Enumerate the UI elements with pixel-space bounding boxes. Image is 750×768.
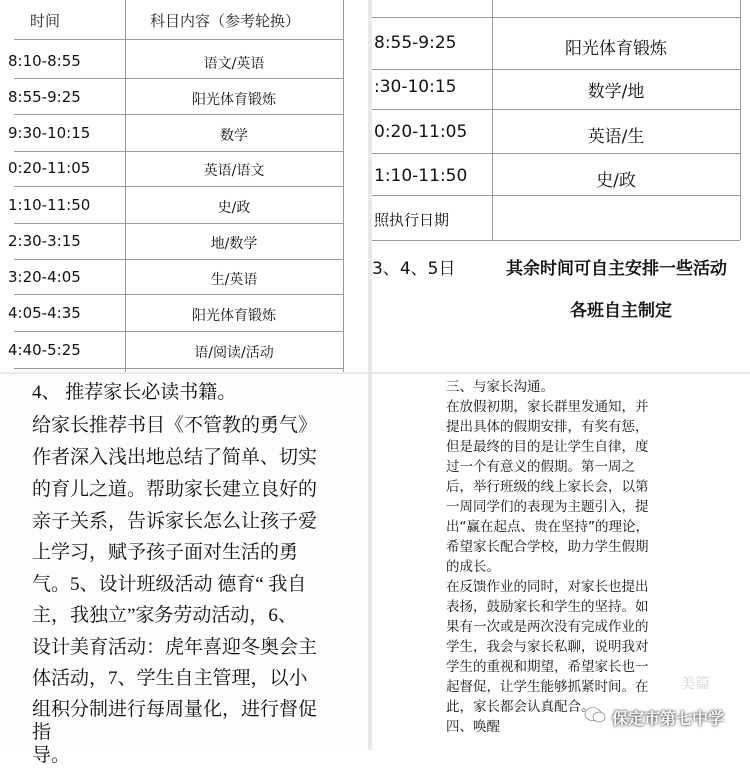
text-line: 气。5、设计班级活动 德育“ 我自: [32, 574, 307, 595]
text-line: 导。: [32, 745, 71, 766]
note-rest: 其余时间可自主安排一些活动: [506, 259, 727, 279]
text-line: 提出具体的假期安排，有奖有惩，: [446, 419, 649, 435]
time-cell: 0:20-11:05: [8, 159, 91, 177]
time-cell: 8:55-9:25: [8, 88, 81, 106]
text-line: 组积分制进行每周量化，进行督促: [32, 699, 318, 720]
text-line: 体活动，7、学生自主管理，以小: [32, 668, 308, 689]
subject-cell: 英语/生: [587, 127, 645, 147]
subject-cell: 地/数学: [210, 236, 258, 252]
note-dates: 3、4、5日: [372, 259, 456, 279]
row-divider: [372, 17, 740, 18]
parent-communication-text: [372, 374, 750, 750]
row-divider: [14, 368, 343, 369]
text-line: 出“赢在起点、贵在坚持”的理论，: [446, 519, 649, 535]
text-line: 学生，我会与家长私聊，说明我对: [446, 639, 649, 655]
text-line: 起督促，让学生能够抓紧时间。在: [446, 679, 649, 695]
row-divider: [14, 78, 343, 79]
text-line: 表扬，鼓励家长和学生的坚持。如: [446, 599, 649, 615]
subject-cell: 史/政: [217, 200, 251, 216]
subject-cell: 阳光体育锻炼: [192, 308, 276, 324]
row-divider: [14, 223, 343, 224]
subject-cell: 语文/英语: [203, 56, 265, 72]
time-cell: 2:30-3:15: [8, 232, 81, 250]
time-cell: 4:05-4:35: [8, 304, 81, 322]
row-divider: [14, 151, 343, 152]
text-line: 给家长推荐书目《不管教的勇气》: [32, 415, 318, 436]
text-line: 学生的重视和期望，希望家长也一: [446, 659, 649, 675]
text-line: 希望家长配合学校，助力学生假期: [446, 539, 649, 555]
text-line: 设计美育活动：虎年喜迎冬奥会主: [32, 637, 318, 658]
text-line: 的成长。: [446, 559, 500, 575]
row-divider: [14, 331, 343, 332]
schedule-table-right: [372, 0, 750, 372]
row-divider: [14, 259, 343, 260]
row-divider: [372, 69, 740, 70]
row-divider: [372, 240, 740, 241]
subject-cell: 阳光体育锻炼: [565, 39, 667, 59]
schedule-table-left: [0, 0, 370, 372]
subject-cell: 生/英语: [210, 272, 258, 288]
text-line: 4、 推荐家长必读书籍。: [32, 382, 237, 403]
text-line: 四、唤醒: [446, 719, 500, 735]
subject-cell: 阳光体育锻炼: [192, 92, 276, 108]
text-line: 一周同学们的表现为主题引入，提: [446, 499, 649, 515]
text-line: 但是最终的目的是让学生自律，度: [446, 439, 649, 455]
row-divider: [14, 39, 343, 40]
row-divider: [14, 294, 343, 295]
text-line: 亲子关系，告诉家长怎么让孩子爱: [32, 511, 318, 532]
text-line: 后，举行班级的线上家长会，以第: [446, 479, 649, 495]
text-line: 果有一次或是两次没有完成作业的: [446, 619, 649, 635]
text-line: 上学习，赋予孩子面对生活的勇: [32, 542, 299, 563]
header-subject: 科目内容（参考轮换）: [150, 12, 301, 30]
time-cell: 0:20-11:05: [374, 122, 468, 142]
row-divider: [372, 195, 740, 196]
table-border-right: [740, 0, 741, 240]
text-line: 在反馈作业的同时，对家长也提出: [446, 579, 649, 595]
row-divider: [372, 109, 740, 110]
time-cell: 照执行日期: [374, 211, 450, 229]
note-class: 各班自主制定: [570, 301, 672, 321]
text-line: 在放假初期，家长群里发通知，并: [446, 399, 649, 415]
time-cell: 1:10-11:50: [8, 196, 91, 214]
time-cell: 9:30-10:15: [8, 124, 91, 142]
meipian-watermark: 美篇: [680, 674, 711, 692]
row-divider: [14, 186, 343, 187]
subject-cell: 数学/地: [587, 82, 645, 102]
text-line: 三、与家长沟通。: [446, 379, 554, 395]
subject-cell: 英语/语文: [203, 163, 265, 179]
table-border-right: [343, 0, 344, 372]
time-cell: 1:10-11:50: [374, 166, 468, 186]
collage-divider-horizontal: [0, 372, 750, 374]
text-line: 此，家长都会认真配合。: [446, 699, 595, 715]
text-line: 指: [32, 722, 52, 743]
school-watermark: 保定市第七中学: [612, 709, 725, 728]
text-line: 作者深入浅出地总结了简单、切实: [32, 447, 318, 468]
text-line: 过一个有意义的假期。第一周之: [446, 459, 635, 475]
time-cell: 4:40-5:25: [8, 341, 81, 359]
text-line: 的育儿之道。帮助家长建立良好的: [32, 479, 318, 500]
row-divider: [14, 114, 343, 115]
subject-cell: 数学: [220, 128, 248, 144]
text-line: 主，我独立”家务劳动活动，6、: [32, 605, 297, 626]
collage-divider-vertical: [368, 0, 372, 750]
row-divider: [372, 153, 740, 154]
subject-cell: 史/政: [596, 171, 636, 191]
book-recommendation-text: [0, 374, 368, 766]
time-cell: 8:10-8:55: [8, 52, 81, 70]
wechat-icon: [584, 706, 606, 724]
time-cell: 3:20-4:05: [8, 268, 81, 286]
header-time: 时间: [30, 12, 61, 30]
time-cell: :30-10:15: [374, 77, 457, 97]
subject-cell: 语/阅读/活动: [194, 345, 274, 361]
time-cell: 8:55-9:25: [374, 33, 457, 53]
